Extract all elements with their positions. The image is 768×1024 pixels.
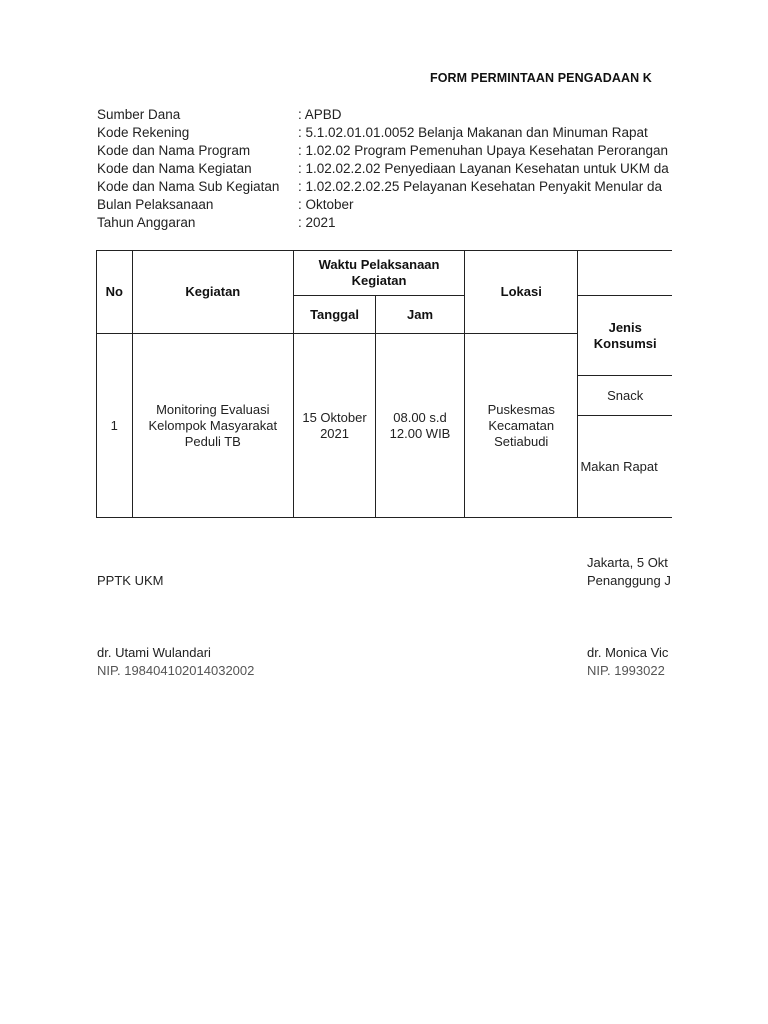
cell-jenis-makan-rapat: Makan Rapat (578, 416, 672, 518)
header-jam: Jam (376, 296, 465, 334)
header-tanggal: Tanggal (294, 296, 376, 334)
header-continued-cell (578, 251, 672, 296)
cell-jam: 08.00 s.d 12.00 WIB (376, 334, 465, 518)
info-label: Bulan Pelaksanaan (97, 197, 214, 212)
right-signature-role: Penanggung J (587, 573, 671, 588)
info-label: Kode dan Nama Kegiatan (97, 161, 252, 176)
cell-no: 1 (97, 334, 133, 518)
table-header-row (97, 251, 673, 296)
info-block (97, 106, 669, 232)
header-kegiatan: Kegiatan (132, 251, 294, 334)
info-value: : APBD (298, 107, 342, 122)
info-row-kegiatan (97, 160, 669, 178)
info-row-tahun (97, 214, 669, 232)
right-signature-place-date: Jakarta, 5 Okt (587, 555, 668, 570)
info-value: : 1.02.02.2.02 Penyediaan Layanan Kesehatan untuk UKM da (298, 161, 669, 176)
info-label: Kode dan Nama Program (97, 143, 251, 158)
right-signature-nip: NIP. 1993022 (587, 663, 665, 678)
form-title: FORM PERMINTAAN PENGADAAN K (430, 71, 652, 85)
info-row-program (97, 142, 669, 160)
right-signature-name: dr. Monica Vic (587, 645, 669, 660)
header-jenis-konsumsi: Jenis Konsumsi (578, 296, 672, 376)
cell-tanggal: 15 Oktober 2021 (294, 334, 376, 518)
left-signature-nip: NIP. 198404102014032002 (97, 663, 255, 678)
header-no: No (97, 251, 133, 334)
info-label: Sumber Dana (97, 107, 181, 122)
info-value: : 1.02.02.2.02.25 Pelayanan Kesehatan Penyakit Menular da (298, 179, 663, 194)
cell-kegiatan: Monitoring Evaluasi Kelompok Masyarakat Peduli TB (132, 334, 294, 518)
header-waktu: Waktu Pelaksanaan Kegiatan (294, 251, 465, 296)
info-row-sub-kegiatan (97, 178, 669, 196)
info-row-kode-rekening (97, 124, 669, 142)
info-value: : 2021 (298, 215, 336, 230)
cell-lokasi: Puskesmas Kecamatan Setiabudi (465, 334, 578, 518)
info-value: : 5.1.02.01.01.0052 Belanja Makanan dan Minuman Rapat (298, 125, 648, 140)
request-table (96, 250, 672, 518)
info-value: : Oktober (298, 197, 354, 212)
info-label: Tahun Anggaran (97, 215, 196, 230)
info-label: Kode dan Nama Sub Kegiatan (97, 179, 280, 194)
cell-jenis-snack: Snack (578, 376, 672, 416)
left-signature-role: PPTK UKM (97, 573, 164, 588)
left-signature-name: dr. Utami Wulandari (97, 645, 211, 660)
info-row-bulan (97, 196, 669, 214)
info-row-sumber-dana (97, 106, 669, 124)
info-label: Kode Rekening (97, 125, 190, 140)
header-lokasi: Lokasi (465, 251, 578, 334)
info-value: : 1.02.02 Program Pemenuhan Upaya Kesehatan Perorangan (298, 143, 668, 158)
